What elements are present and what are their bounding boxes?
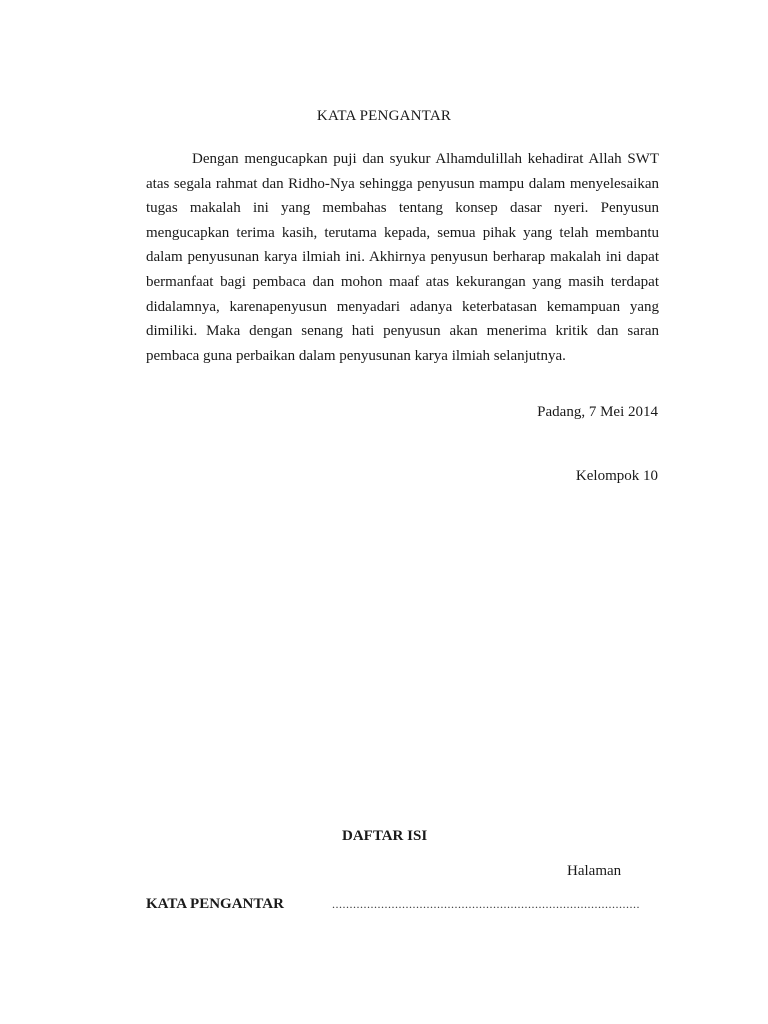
toc-page-label: Halaman xyxy=(567,863,622,879)
toc-entry xyxy=(146,896,640,918)
preface-paragraph: Dengan mengucapkan puji dan syukur Alhamdulillah kehadirat Allah SWT atas segala rahmat dan Ridho-Nya sehingga penyusun mampu dalam menyelesaikan tugas makalah ini yang membahas tentang konsep dasar nyeri. Penyusun mengucapkan terima kasih, terutama kepada, semua pihak yang telah membantu dalam penyusunan karya ilmiah ini. Akhirnya penyusun berharap makalah ini dapat bermanfaat bagi pembaca dan mohon maaf atas kekurangan yang masih terdapat didalamnya, karenapenyusun menyadari adanya keterbatasan kemampuan yang dimiliki. Maka dengan senang hati penyusun akan menerima kritik dan saran pembaca guna perbaikan dalam penyusunan karya ilmiah selanjutnya. xyxy=(146,151,659,364)
signer: Kelompok 10 xyxy=(575,468,658,484)
toc-entry-label: KATA PENGANTAR xyxy=(146,896,284,912)
toc-title: DAFTAR ISI xyxy=(342,828,428,844)
toc-dot-leader: ........................................................................................ xyxy=(332,897,640,911)
place-date: Padang, 7 Mei 2014 xyxy=(537,404,658,420)
page-title: KATA PENGANTAR xyxy=(316,108,452,124)
